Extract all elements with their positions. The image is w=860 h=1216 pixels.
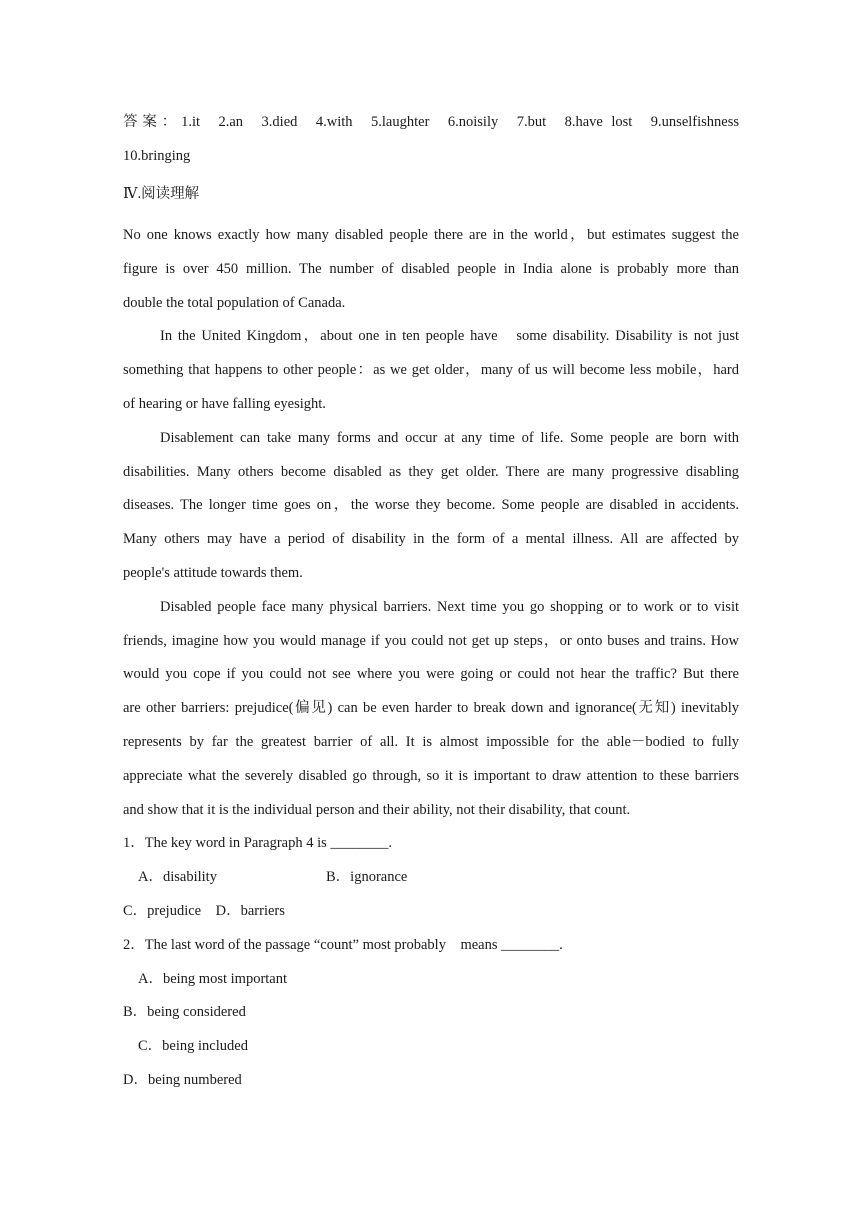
answer-item: 5.laughter: [371, 114, 430, 130]
passage-line: double the total population of Canada.: [123, 295, 346, 311]
passage-line: would you cope if you could not see where you were going or could not hear the traffic? But there: [123, 666, 739, 682]
passage-line: Many others may have a period of disability in the form of a mental illness. All are affected by: [123, 531, 739, 547]
option-a: A．disability: [138, 869, 217, 885]
option-b: B．being considered: [123, 1004, 246, 1020]
answer-item: 1.it: [181, 114, 201, 130]
answer-item: 6.noisily: [447, 114, 499, 130]
option-c: C．prejudice: [123, 903, 202, 919]
passage-line: people's attitude towards them.: [123, 565, 303, 581]
section-title: Ⅳ.阅读理解: [123, 186, 200, 202]
option-d: D．being numbered: [123, 1072, 242, 1088]
answer-item: 9.unselfishness: [650, 114, 740, 130]
passage-line: Disablement can take many forms and occur at any time of life. Some people are born with: [160, 430, 739, 446]
passage-line: In the United Kingdom，about one in ten people have some disability. Disability is not just: [160, 328, 739, 344]
answer-item: 8.have lost: [564, 114, 633, 130]
passage-line: appreciate what the severely disabled go through, so it is important to draw attention to these barriers: [123, 768, 739, 784]
passage-line: disabilities. Many others become disabled as they get older. There are many progressive disabling: [123, 464, 739, 480]
answer-item: 3.died: [261, 114, 298, 130]
answer-item-last: 10.bringing: [123, 148, 191, 164]
option-c: C．being included: [138, 1038, 248, 1054]
answer-label: 答案：: [123, 114, 182, 130]
passage-line: are other barriers: prejudice(偏见) can be even harder to break down and ignorance(无知) inevitably: [123, 700, 739, 716]
answer-item: 7.but: [516, 114, 547, 130]
passage-line: something that happens to other people：as we get older，many of us will become less mobile，hard: [123, 362, 739, 378]
answer-item: 2.an: [218, 114, 244, 130]
passage-line: friends, imagine how you would manage if you could not get up steps，or onto buses and trains. How: [123, 633, 739, 649]
option-b: B．ignorance: [326, 869, 408, 885]
passage-line: diseases. The longer time goes on，the worse they become. Some people are disabled in accidents.: [123, 497, 739, 513]
passage-line: figure is over 450 million. The number of disabled people in India alone is probably more than: [123, 261, 739, 277]
passage-line: Disabled people face many physical barriers. Next time you go shopping or to work or to visit: [160, 599, 739, 615]
answer-key-line: [123, 112, 739, 132]
passage-line: represents by far the greatest barrier of all. It is almost impossible for the able－bodied to fully: [123, 734, 739, 750]
passage-line: of hearing or have falling eyesight.: [123, 396, 326, 412]
question-stem: 1．The key word in Paragraph 4 is ________.: [123, 835, 393, 851]
option-d: D．barriers: [215, 903, 285, 919]
question-option-row: [123, 901, 285, 921]
question-option-row: [138, 867, 407, 887]
answer-item: 4.with: [315, 114, 353, 130]
passage-line: and show that it is the individual person and their ability, not their disability, that count.: [123, 802, 631, 818]
option-a: A．being most important: [138, 971, 288, 987]
passage-line: No one knows exactly how many disabled people there are in the world，but estimates suggest the: [123, 227, 739, 243]
question-stem: 2．The last word of the passage “count” most probably means ________.: [123, 937, 563, 953]
